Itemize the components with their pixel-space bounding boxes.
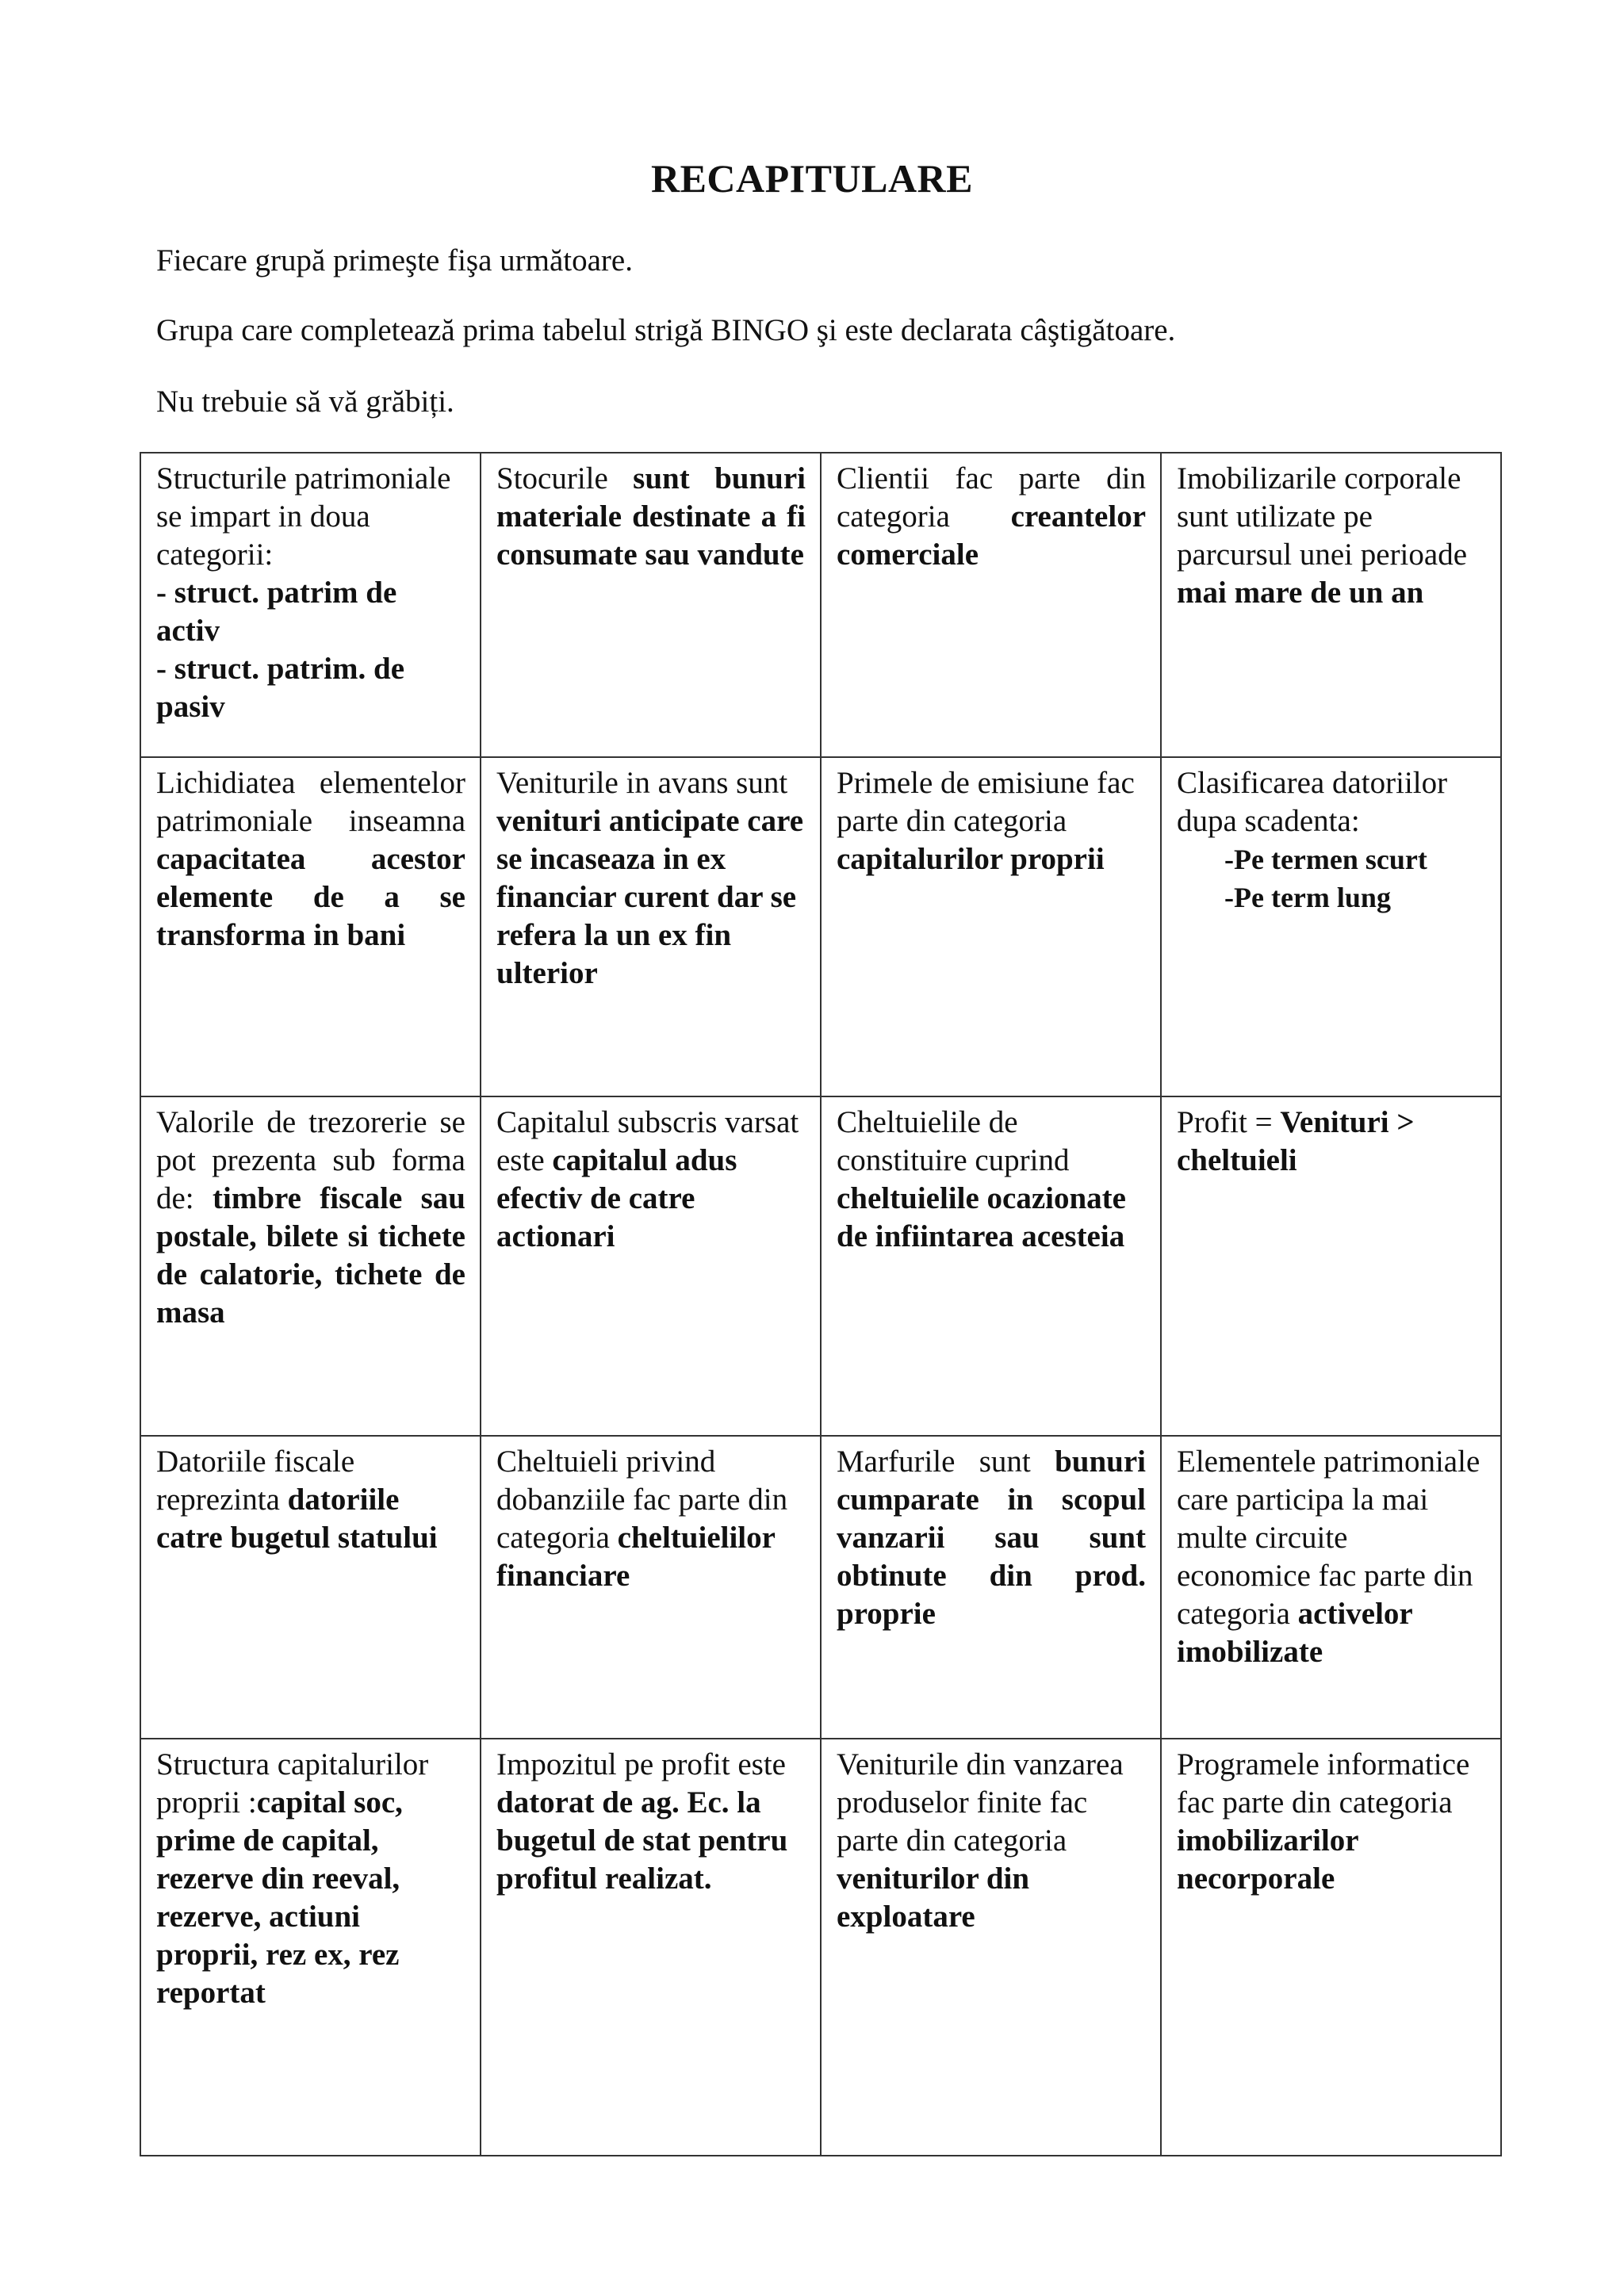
intro-paragraph-2: Grupa care completează prima tabelul strigă BINGO şi este declarata câştigătoare. <box>156 313 1176 347</box>
cell-text: Primele de emisiune fac parte din categoria <box>837 766 1135 838</box>
cell-bold-text: capital soc, prime de capital, rezerve din reeval, rezerve, actiuni proprii, rez ex, rez reportat <box>156 1785 403 2010</box>
intro-paragraph-1: Fiecare grupă primeşte fişa următoare. <box>156 243 633 277</box>
cell-text: Profit = <box>1177 1105 1281 1139</box>
cell-text: Imobilizarile corporale sunt utilizate pe parcursul unei perioade <box>1177 461 1468 572</box>
cell-text: Cheltuieli privind dobanziile fac parte din categoria <box>496 1445 788 1555</box>
table-cell-r3c4 <box>1161 1096 1501 1436</box>
table-cell-r5c2 <box>481 1739 821 2156</box>
dash-bullet-icon: - <box>1224 844 1234 875</box>
cell-text: Programele informatice fac parte din categoria <box>1177 1747 1470 1820</box>
cell-bold-text: activelor imobilizate <box>1177 1597 1413 1669</box>
cell-bold-text: sunt bunuri materiale destinate a fi consumate sau vandute <box>496 461 806 572</box>
table-cell-r4c4 <box>1161 1436 1501 1739</box>
cell-bold-text: cheltuielilor financiare <box>496 1521 776 1593</box>
table-cell-r1c1 <box>140 453 481 757</box>
cell-bold-text: capitalul adus efectiv de catre actionari <box>496 1143 737 1253</box>
bullet-item <box>1177 840 1486 878</box>
bullet-item <box>1177 878 1486 916</box>
cell-bold-text: capacitatea acestor elemente de a se transforma in bani <box>156 842 465 952</box>
table-row <box>140 757 1501 1096</box>
cell-bold-text: venituri anticipate care se incaseaza in ex financiar curent dar se refera la un ex fin ulterior <box>496 804 804 990</box>
cell-text: Datoriile fiscale reprezinta <box>156 1445 355 1517</box>
table-cell-r1c2 <box>481 453 821 757</box>
cell-bold-text: - struct. patrim de activ <box>156 576 397 648</box>
cell-bold-text: capitalurilor proprii <box>837 842 1105 876</box>
cell-text: Elementele patrimoniale care participa la mai multe circuite economice fac parte din categoria <box>1177 1445 1480 1631</box>
table-cell-r3c3 <box>821 1096 1161 1436</box>
table-cell-r5c4 <box>1161 1739 1501 2156</box>
table-row <box>140 1436 1501 1739</box>
cell-bold-text: creantelor comerciale <box>837 499 1146 572</box>
table-cell-r2c4 <box>1161 757 1501 1096</box>
cell-bold-text: timbre fiscale sau postale, bilete si tichete de calatorie, tichete de masa <box>156 1181 465 1330</box>
cell-text: Structurile patrimoniale se impart in doua categorii: <box>156 461 451 572</box>
cell-text: Clientii fac parte din categoria <box>837 461 1146 534</box>
cell-text: Veniturile in avans sunt <box>496 766 788 800</box>
table-cell-r4c2 <box>481 1436 821 1739</box>
table-cell-r3c1 <box>140 1096 481 1436</box>
intro-paragraph-3: Nu trebuie să vă grăbiți. <box>156 385 454 419</box>
table-cell-r4c3 <box>821 1436 1161 1739</box>
page-title: RECAPITULARE <box>650 156 974 201</box>
table-cell-r1c3 <box>821 453 1161 757</box>
cell-bold-text: veniturilor din exploatare <box>837 1862 1030 1934</box>
table-row <box>140 453 1501 757</box>
cell-text: Cheltuielile de constituire cuprind <box>837 1105 1070 1177</box>
cell-bold-text: Venituri > cheltuieli <box>1177 1105 1415 1177</box>
cell-text: Impozitul pe profit este <box>496 1747 786 1781</box>
cell-bold-text: - struct. patrim. de pasiv <box>156 652 405 724</box>
table-cell-r4c1 <box>140 1436 481 1739</box>
table-cell-r2c3 <box>821 757 1161 1096</box>
cell-bold-text: datoriile catre bugetul statului <box>156 1483 438 1555</box>
table-row <box>140 1096 1501 1436</box>
cell-text: Marfurile sunt <box>837 1445 1055 1479</box>
table-cell-r2c2 <box>481 757 821 1096</box>
cell-bold-text: imobilizarilor necorporale <box>1177 1823 1358 1896</box>
cell-text: Capitalul subscris varsat este <box>496 1105 799 1177</box>
bullet-text: Pe term lung <box>1234 882 1391 913</box>
cell-text: Structura capitalurilor proprii : <box>156 1747 429 1820</box>
cell-text: Lichidiatea elementelor patrimoniale inseamna <box>156 766 465 838</box>
cell-text: Valorile de trezorerie se pot prezenta sub forma de: <box>156 1105 465 1215</box>
cell-text: Veniturile din vanzarea produselor finite fac parte din categoria <box>837 1747 1124 1858</box>
cell-text: Stocurile <box>496 461 634 496</box>
bullet-text: Pe termen scurt <box>1234 844 1427 875</box>
bingo-table <box>140 452 1502 2156</box>
dash-bullet-icon: - <box>1224 882 1234 913</box>
cell-bold-text: mai mare de un an <box>1177 576 1424 610</box>
cell-bold-text: datorat de ag. Ec. la bugetul de stat pentru profitul realizat. <box>496 1785 788 1896</box>
table-cell-r1c4 <box>1161 453 1501 757</box>
table-cell-r2c1 <box>140 757 481 1096</box>
cell-bold-text: cheltuielile ocazionate de infiintarea acesteia <box>837 1181 1126 1253</box>
table-row <box>140 1739 1501 2156</box>
table-cell-r5c3 <box>821 1739 1161 2156</box>
table-cell-r5c1 <box>140 1739 481 2156</box>
cell-text: Clasificarea datoriilor dupa scadenta: <box>1177 766 1448 838</box>
cell-bold-text: bunuri cumparate in scopul vanzarii sau sunt obtinute din prod. proprie <box>837 1445 1146 1631</box>
table-cell-r3c2 <box>481 1096 821 1436</box>
